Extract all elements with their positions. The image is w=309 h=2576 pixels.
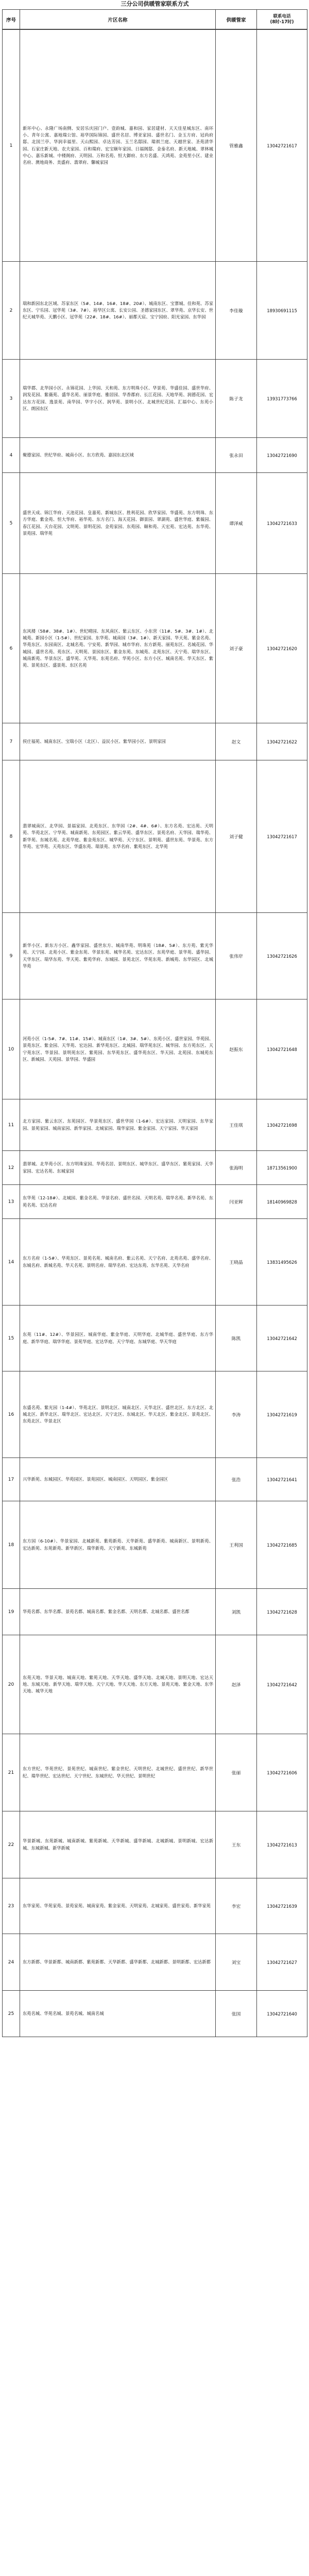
row-area: 兴华新苑、东城园区、华苑园区、景苑园区、城南园区、天明园区、紫金园区 — [20, 1458, 216, 1501]
row-seq: 22 — [3, 1811, 20, 1878]
row-manager: 赵振东 — [216, 999, 257, 1099]
row-area: 东华苑（12-18#）、北城园、紫金名苑、华景名府、盛世名园、天明名苑、瑞华名苑、新华名苑、东苑名苑、宏达名府 — [20, 1185, 216, 1219]
row-area: 东风楼（58#、38#、1#）、世纪晴园、东风南区、紫云东区、小东营（11#、5#、3#、1#）、北城苑、新园小区（1-5#）、世纪家园、东华苑、城南园（3#、1#）、新天家园、华天苑、紫金名苑、华苑东区、东园南区、北城名苑、宁安苑、新华园、城市华府、东方新苑、丽苑东区、名城花园、华城园、盛世名苑、苑东区、天明苑、景园东区、紫金东苑、东城苑、北苑东区、天宁苑、瑞华东区、城南新苑、华景东区、盛华苑、天华苑、东苑名府、华苑小区、东方小区、城南名苑、华天东区、紫苑、景苑东区、盛景苑、东区名苑 — [20, 574, 216, 723]
row-area: 侯庄福苑、城南东区、宝瑞小区（北区）、益民小区、紫华园小区、景明家园 — [20, 723, 216, 760]
row-phone: 13042721628 — [257, 1589, 307, 1635]
row-phone: 13042721606 — [257, 1734, 307, 1811]
row-manager: 李宏 — [216, 1878, 257, 1934]
row-seq: 18 — [3, 1501, 20, 1589]
row-seq: 17 — [3, 1458, 20, 1501]
row-manager: 管雅鑫 — [216, 30, 257, 262]
table-row — [3, 1635, 307, 1734]
row-manager: 王佳琪 — [216, 1099, 257, 1151]
table-row — [3, 1458, 307, 1501]
row-seq: 19 — [3, 1589, 20, 1635]
row-manager: 赵文 — [216, 723, 257, 760]
row-area: 华景新城、东苑新城、城南新城、紫苑新城、天华新城、盛华新城、北城新城、景明新城、宏达新城、东城新城、新华新城 — [20, 1811, 216, 1878]
row-manager: 张浩 — [216, 1458, 257, 1501]
table-row — [3, 1099, 307, 1151]
row-seq: 7 — [3, 723, 20, 760]
row-seq: 2 — [3, 262, 20, 360]
row-area: 河苑小区（1-5#、7#、11#、15#）、城南东区（1#、3#、5#）、东苑小区、盛世家园、华苑园、景苑东区、紫金园、天华苑、宏达园、新华苑东区、北城园、瑞华苑东区、城华园、东方苑东区、天宁苑东区、华景园、景明苑东区、紫苑园、东华苑东区、盛华苑东区、华天园、北苑园、东城苑东区、新城园、天苑园、景华园、华盛园 — [20, 999, 216, 1099]
row-phone: 13042721620 — [257, 574, 307, 723]
row-seq: 4 — [3, 438, 20, 473]
row-area: 东苑名城、华苑名城、景苑名城、城南名城 — [20, 1991, 216, 2037]
table-row — [3, 1371, 307, 1458]
row-seq: 9 — [3, 913, 20, 999]
row-area: 瑞华郡、北华园小区、永锦花园、上华园、天和苑、东方明珠小区、华景苑、华盛佳园、盛世华府、润发花园、紫薇苑、盛华名苑、丽景华庭、雅居园、华香郡府、长江花园、天地华苑、润德花园、宏达东方花园、逸景苑、南华园、华宇小区、润华苑、景明小区、北城世纪花园、汇福中心、东苑小区、朗园东区 — [20, 360, 216, 438]
row-phone: 13042721642 — [257, 1306, 307, 1371]
row-seq: 21 — [3, 1734, 20, 1811]
row-manager: 张丽 — [216, 1734, 257, 1811]
row-manager: 陈子龙 — [216, 360, 257, 438]
row-phone: 13042721642 — [257, 1635, 307, 1734]
table-row — [3, 438, 307, 473]
row-manager: 王晓晶 — [216, 1219, 257, 1306]
row-seq: 1 — [3, 30, 20, 262]
table-row — [3, 760, 307, 913]
table-row — [3, 360, 307, 438]
table-row — [3, 1589, 307, 1635]
row-phone: 18713561900 — [257, 1151, 307, 1185]
row-area: 东方新都、华景新都、城南新都、紫苑新都、天华新都、盛华新都、北城新都、景明新都、宏达新都 — [20, 1934, 216, 1991]
row-manager: 谭泽威 — [216, 473, 257, 574]
row-seq: 24 — [3, 1934, 20, 1991]
row-phone: 13831495626 — [257, 1219, 307, 1306]
row-seq: 25 — [3, 1991, 20, 2037]
header-area: 片区名称 — [20, 10, 216, 29]
row-phone: 13042721619 — [257, 1371, 307, 1458]
row-manager: 刘宝 — [216, 1934, 257, 1991]
table-header-row — [3, 10, 307, 29]
table-row — [3, 1811, 307, 1878]
row-manager: 张伟岸 — [216, 913, 257, 999]
row-manager: 张永田 — [216, 438, 257, 473]
row-area: 瑞和新园东北区域、苏家东区（5#、14#、16#、18#、20#）、城南东区、宝寨城、佳和苑、苏家东区、宁乐园、冠华苑（3#、7#）、裕华区公寓、长安公园、圣德家园东区、翠华苑、京华长安、世纪天城华苑、天鹏小区、冠华苑（22#、18#、16#）、丽都天宸、宝宁园府、阳光家园、东华园 — [20, 262, 216, 360]
row-seq: 14 — [3, 1219, 20, 1306]
row-phone: 13042721626 — [257, 913, 307, 999]
table-row — [3, 30, 307, 262]
table-row — [3, 1306, 307, 1371]
row-phone: 13042721617 — [257, 30, 307, 262]
row-phone: 13042721685 — [257, 1501, 307, 1589]
row-manager: 张海明 — [216, 1151, 257, 1185]
row-manager: 刘子豪 — [216, 574, 257, 723]
row-phone: 13042721648 — [257, 999, 307, 1099]
row-area: 华苑名都、东华名都、景苑名都、城南名都、紫金名都、天明名都、北城名都、盛世名都 — [20, 1589, 216, 1635]
row-phone: 13042721627 — [257, 1934, 307, 1991]
row-seq: 6 — [3, 574, 20, 723]
row-area: 东苑天地、华景天地、城南天地、紫苑天地、天华天地、盛华天地、北城天地、景明天地、宏达天地、东城天地、新华天地、瑞华天地、天宁天地、华天天地、东方天地、景苑天地、紫金天地、东华天地、城华天地 — [20, 1635, 216, 1734]
row-phone: 13042721639 — [257, 1878, 307, 1934]
row-seq: 13 — [3, 1185, 20, 1219]
row-area: 东方园（6-10#）、华景家园、北城新苑、紫苑新苑、天华新苑、盛华新苑、城南新区、景明新苑、宏达新苑、东苑新苑、新华新区、瑞华新苑、天宁新苑、东城新苑 — [20, 1501, 216, 1589]
row-area: 盛世天成、锦江华府、天池花园、皇嘉苑、新城东区、胜利花园、欣华家园、华盛苑、东方明珠、东方华庭、紫金苑、恒大华府、裕华苑、东方名门、海天花园、御景园、翠湖苑、盛世华庭、紫薇园、春江花园、天台花园、文明苑、景明花园、金苑家园、东苑园、颐和苑、天宏苑、宏达苑、东华苑、景苑园、瑞华苑 — [20, 473, 216, 574]
table-row — [3, 473, 307, 574]
header-phone: 联系电话 (8时-17时) — [257, 10, 307, 29]
row-area: 东方世纪、华苑世纪、景苑世纪、城南世纪、紫金世纪、天明世纪、北城世纪、盛世世纪、新华世纪、瑞华世纪、宏达世纪、天宁世纪、东城世纪、华天世纪、景明世纪 — [20, 1734, 216, 1811]
table-row — [3, 999, 307, 1099]
row-phone: 18930691115 — [257, 262, 307, 360]
row-phone: 13042721640 — [257, 1991, 307, 2037]
row-seq: 11 — [3, 1099, 20, 1151]
table-row — [3, 574, 307, 723]
row-manager: 李涛 — [216, 1371, 257, 1458]
table-row — [3, 262, 307, 360]
row-manager: 王利国 — [216, 1501, 257, 1589]
table-row — [3, 1219, 307, 1306]
table-row — [3, 723, 307, 760]
row-area: 翡翠城南区、北华园、景福家园、北苑东区、东华园（2#、4#、6#）、东方名苑、宏达苑、天明苑、华苑北区、宁华苑、城南新苑、东苑园区、紫云华苑、盛华东区、景苑名府、天华园、瑞华苑、新华苑、东城名苑、北苑华庭、紫金苑东区、城华苑、天宁东区、景明苑、盛世东苑、华景苑、东方华苑、宏华苑、天苑东区、华盛东苑、瑞景苑、东华名府、紫苑东区、北华苑 — [20, 760, 216, 913]
row-seq: 10 — [3, 999, 20, 1099]
table-row — [3, 913, 307, 999]
page-title: 三分公司供暖管家联系方式 — [121, 0, 189, 7]
table-row — [3, 1185, 307, 1219]
row-area: 翡翠城、北华苑小区、东方明珠家园、华苑名居、景明东区、城华东区、盛华东区、紫苑家园、天华家园、宏达名苑、东城家园 — [20, 1151, 216, 1185]
table-row — [3, 1991, 307, 2037]
row-manager: 李佳璇 — [216, 262, 257, 360]
row-seq: 8 — [3, 760, 20, 913]
row-area: 东苑（11#、12#）、华景园区、城南华庭、紫金华庭、天明华庭、北城华庭、盛世华庭、东方华庭、新华华庭、瑞华华庭、景苑华庭、宏达华庭、天宁华庭、东城华庭、华天华庭 — [20, 1306, 216, 1371]
table-row — [3, 1878, 307, 1934]
row-seq: 20 — [3, 1635, 20, 1734]
table-row — [3, 1734, 307, 1811]
contact-table — [2, 0, 307, 2037]
table-row — [3, 1151, 307, 1185]
row-area: 新环中心、永隆广场南侧、安居乐庆园门户、壹韵城、嘉和园、家居建材、天天佳星城东区、南环小、青年公寓、嘉地瑞公馆、裕华国际锦园、盛世名居、博亚家园、盛世名门、金玉方府、冠尚府邸、北国兰亭、华润幸福里、天山熙园、卓达芳园、玉兰名邸园、瑞祺兰庭、天越世家、圣苑清华园、石家庄新天地、农夫家园、百和瑞府、宏宝颐年家园、日福阁邸、金泰名府、新天地城、翠林城中心、嘉乐新城、中楼阁府、天明园、万和名苑、恒大御府、东方名盛、天鸿苑、金苑里小区、建业名府、澳地商务、美盛府、翡翠府、馨城家园 — [20, 30, 216, 262]
row-area: 北方家园、紫云东区、东苑园区、华景苑东区、盛世华园（1-6#）、宏达家园、天明家园、东华家园、景苑家园、城南家园、新华家园、北城家园、瑞华家园、紫金家园、天宁家园、华天家园 — [20, 1099, 216, 1151]
row-manager: 张国 — [216, 1991, 257, 2037]
row-manager: 闫亚辉 — [216, 1185, 257, 1219]
row-phone: 13042721698 — [257, 1099, 307, 1151]
row-area: 东盛名苑、紫光园（1-4#）、华苑北区、景明北区、城南北区、天华北区、盛世北区、东方北区、北城北区、新华北区、瑞华北区、宏达北区、天宁北区、东城北区、华天北区、紫金北区、景苑北区、东苑北区、华景北区 — [20, 1371, 216, 1458]
row-phone: 13042721690 — [257, 438, 307, 473]
row-seq: 5 — [3, 473, 20, 574]
row-seq: 23 — [3, 1878, 20, 1934]
row-area: 聚德家园、世纪华府、城南小区、东方欣苑、嘉园东北区域 — [20, 438, 216, 473]
row-area: 新华小区、新东方小区、鑫华家园、盛世东方、城南华苑、明珠苑（18#、5#）、东方苑、紫光华苑、天宁园、北苑小区、紫金东苑、华景东苑、城华名苑、宏达东区、东苑华庭、景华苑、盛华园、天华东区、瑞华东苑、华天苑、紫苑华府、东城园、景苑北区、华苑东苑、新城苑、东华园区、北城华苑 — [20, 913, 216, 999]
row-phone: 13042721622 — [257, 723, 307, 760]
row-area: 东方名府（1-5#）、华苑东区、景苑名苑、城南名府、紫云名苑、天宁名府、北苑名苑、盛华名府、东城名府、新城名苑、华天名苑、景明名府、瑞华名府、宏达东苑、东华名苑、天华名府 — [20, 1219, 216, 1306]
row-phone: 13042721641 — [257, 1458, 307, 1501]
row-manager: 陈凯 — [216, 1306, 257, 1371]
row-manager: 刘子健 — [216, 760, 257, 913]
row-area: 东华家苑、华苑家苑、景苑家苑、城南家苑、紫金家苑、天明家苑、北城家苑、盛世家苑、新华家苑 — [20, 1878, 216, 1934]
row-seq: 15 — [3, 1306, 20, 1371]
row-phone: 13931773766 — [257, 360, 307, 438]
table-row — [3, 1934, 307, 1991]
row-seq: 3 — [3, 360, 20, 438]
row-manager: 刘凯 — [216, 1589, 257, 1635]
table-row — [3, 1501, 307, 1589]
row-seq: 12 — [3, 1151, 20, 1185]
row-manager: 赵泽 — [216, 1635, 257, 1734]
row-phone: 18140969828 — [257, 1185, 307, 1219]
row-phone: 13042721617 — [257, 760, 307, 913]
row-manager: 王东 — [216, 1811, 257, 1878]
row-phone: 13042721613 — [257, 1811, 307, 1878]
row-seq: 16 — [3, 1371, 20, 1458]
header-seq: 序号 — [3, 10, 20, 29]
row-phone: 13042721633 — [257, 473, 307, 574]
header-manager: 供暖管家 — [216, 10, 257, 29]
